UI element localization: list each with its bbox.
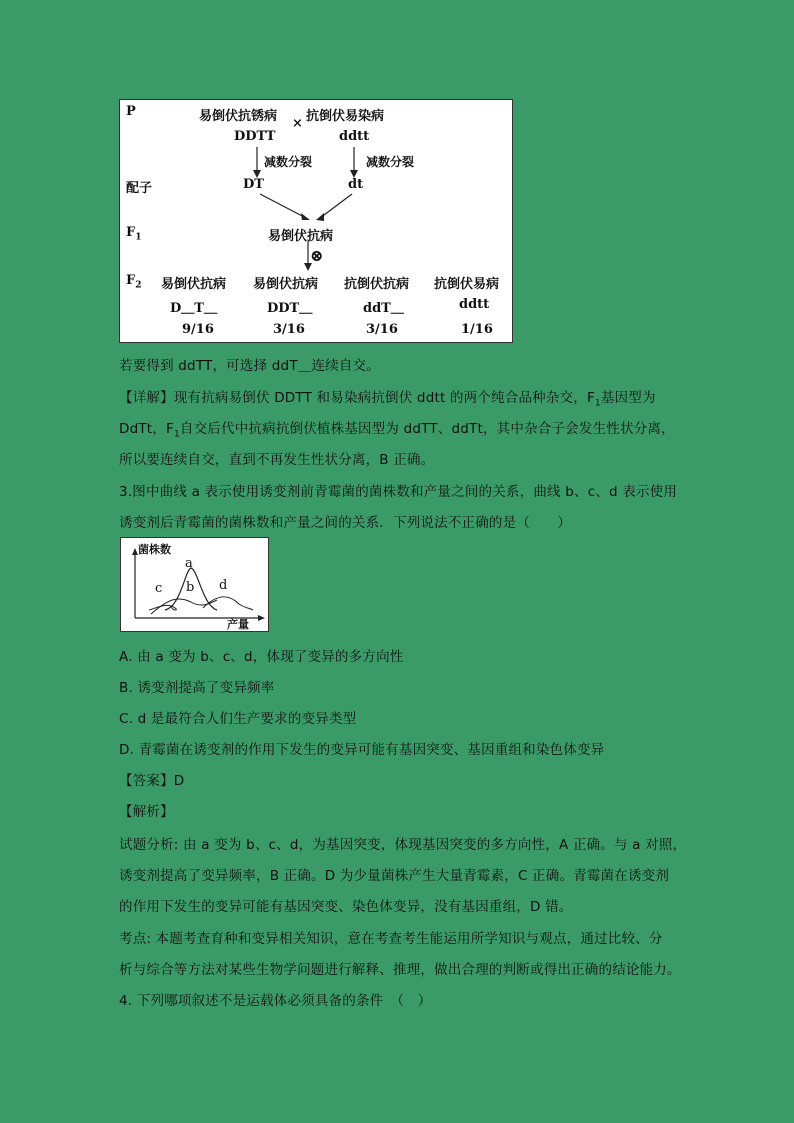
f2-col3-genotype: ddT＿ <box>363 301 404 316</box>
question-3-line-1: 3.图中曲线 a 表示使用诱变剂前青霉菌的菌株数和产量之间的关系，曲线 b、c、d 表示使用 <box>119 484 678 500</box>
analysis-line-2: 诱变剂提高了变异频率，B 正确。D 为少量菌株产生大量青霉素，C 正确。青霉菌在诱变剂 <box>119 868 670 884</box>
parent2-name: 抗倒伏易染病 <box>306 109 385 124</box>
detail-line-2: DdTt，$F_1$自交后代中抗病抗倒伏植株基因型为 ddTT、ddTt，其中杂合子会发生性状分离， <box>119 421 675 440</box>
answer-line: 【答案】D <box>119 773 185 789</box>
question-4: 4. 下列哪项叙述不是运载体必须具备的条件 （ ） <box>119 993 432 1009</box>
option-d: D. 青霉菌在诱变剂的作用下发生的变异可能有基因突变、基因重组和染色体变异 <box>119 742 605 758</box>
parent2-genotype: ddtt <box>339 129 370 144</box>
detail-line-3: 所以要连续自交，直到不再发生性状分离，B 正确。 <box>119 452 435 468</box>
f2-col1-ratio: 9/16 <box>182 322 214 337</box>
analysis-line-4: 考点: 本题考查育种和变异相关知识，意在考查考生能运用所学知识与观点，通过比较、分 <box>119 931 663 947</box>
f2-col4-ratio: 1/16 <box>461 322 493 337</box>
f1-label: $F_1$ <box>126 225 142 243</box>
cross-symbol: × <box>292 116 303 131</box>
analysis-line-5: 析与综合等方法对某些生物学问题进行解释、推理，做出合理的判断或得出正确的结论能力。 <box>119 962 681 978</box>
gamete-1: DT <box>243 177 264 192</box>
x-axis-label: 产量 <box>227 618 249 631</box>
f2-col3-ratio: 3/16 <box>366 322 398 337</box>
genetics-cross-figure <box>119 99 513 343</box>
f1-phenotype: 易倒伏抗病 <box>268 229 334 244</box>
detail-line-1: 【详解】现有抗病易倒伏 DDTT 和易染病抗倒伏 ddtt 的两个纯合品种杂交，$F_1$基因型为 <box>119 390 656 409</box>
option-a: A. 由 a 变为 b、c、d，体现了变异的多方向性 <box>119 649 404 665</box>
f2-label: $F_2$ <box>126 273 142 291</box>
f2-col4-genotype: ddtt <box>459 297 490 312</box>
y-axis-label: 菌株数 <box>138 543 171 556</box>
meiosis-left-label: 减数分裂 <box>264 155 313 169</box>
f2-col2-phenotype: 易倒伏抗病 <box>253 277 319 292</box>
parent1-name: 易倒伏抗锈病 <box>199 109 278 124</box>
curve-c <box>149 605 176 610</box>
gamete-2: dt <box>348 177 364 192</box>
option-b: B. 诱变剂提高了变异频率 <box>119 680 275 696</box>
conclusion-line: 若要得到 ddTT，可选择 ddT＿连续自交。 <box>119 358 380 374</box>
p-generation-label: P <box>126 104 136 119</box>
f2-col1-genotype: D＿T＿ <box>170 301 217 316</box>
analysis-line-3: 的作用下发生的变异可能有基因突变、染色体变异，没有基因重组，D 错。 <box>119 899 573 915</box>
f2-col1-phenotype: 易倒伏抗病 <box>161 277 227 292</box>
f2-col2-ratio: 3/16 <box>273 322 305 337</box>
parent1-genotype: DDTT <box>234 129 276 144</box>
meiosis-right-label: 减数分裂 <box>366 155 415 169</box>
curve-label-d: d <box>219 578 228 593</box>
gamete-label: 配子 <box>126 181 153 196</box>
curve-label-c: c <box>155 581 163 596</box>
analysis-line-1: 试题分析: 由 a 变为 b、c、d，为基因突变，体现基因突变的多方向性，A 正确。与 a 对照， <box>119 837 687 853</box>
question-3-line-2: 诱变剂后青霉菌的菌株数和产量之间的关系．下列说法不正确的是（ ） <box>119 515 572 531</box>
f2-col3-phenotype: 抗倒伏抗病 <box>344 277 410 292</box>
analysis-tag: 【解析】 <box>119 804 174 820</box>
curve-label-b: b <box>186 580 195 595</box>
selfing-symbol: ⊗ <box>310 246 324 265</box>
f2-col4-phenotype: 抗倒伏易病 <box>434 277 500 292</box>
f2-col2-genotype: DDT＿ <box>267 301 313 316</box>
curve-label-a: a <box>185 556 193 571</box>
curve-figure <box>120 537 269 632</box>
option-c: C. d 是最符合人们生产要求的变异类型 <box>119 711 357 727</box>
